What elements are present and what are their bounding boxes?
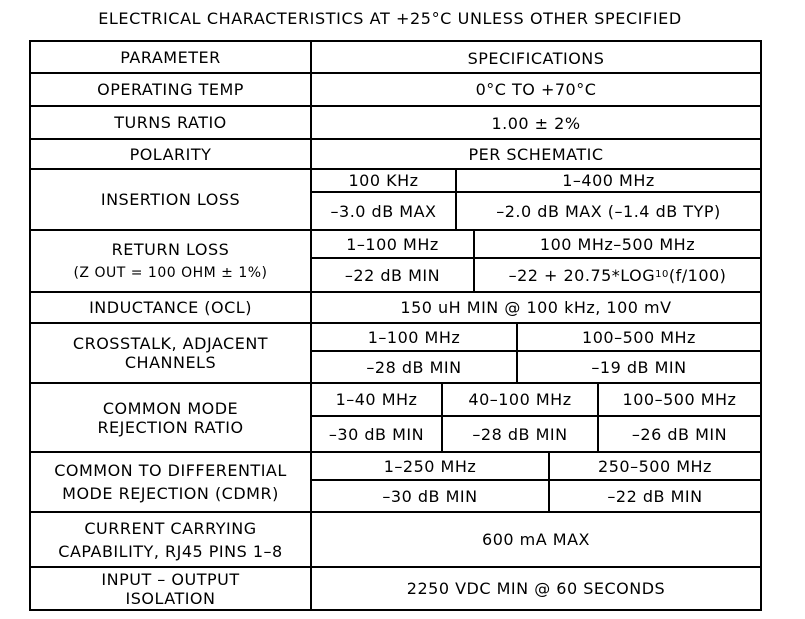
table-border-bottom: [29, 609, 762, 611]
return-loss-freq-1: 1–100 MHz: [346, 234, 439, 254]
return-loss-freq-2: 100 MHz–500 MHz: [539, 234, 696, 254]
return-loss-value-2: –22 + 20.75*LOG 10 (f/100): [508, 265, 727, 285]
param-cdmr: [31, 453, 310, 511]
spec-current-capability: 600 mA MAX: [482, 530, 590, 549]
table-border-right: [760, 40, 762, 611]
param-polarity: POLARITY: [129, 144, 212, 164]
spec-isolation: 2250 VDC MIN @ 60 SECONDS: [406, 579, 666, 598]
param-insertion-loss: INSERTION LOSS: [100, 190, 241, 209]
crosstalk-value-1: –28 dB MIN: [366, 357, 462, 377]
spec-operating-temp: 0°C TO +70°C: [475, 80, 597, 99]
crosstalk-label-line-2: CHANNELS: [124, 353, 217, 372]
crosstalk-label-line-1: CROSSTALK, ADJACENT: [72, 334, 269, 353]
cdmr-label-line-1: COMMON TO DIFFERENTIAL: [54, 461, 287, 480]
param-operating-temp: OPERATING TEMP: [97, 80, 244, 99]
param-crosstalk: [31, 324, 310, 382]
param-return-loss: [31, 231, 310, 291]
cdmr-freq-1: 1–250 MHz: [383, 456, 477, 476]
param-current-capability: [31, 513, 310, 566]
cmrr-value-2: –28 dB MIN: [472, 424, 568, 444]
cmrr-freq-2: 40–100 MHz: [468, 390, 572, 409]
cmrr-freq-1: 1–40 MHz: [335, 390, 418, 409]
insertion-loss-freq-2: 1–400 MHz: [562, 171, 655, 190]
param-isolation: [31, 568, 310, 609]
cmrr-label-line-1: COMMON MODE: [102, 398, 239, 418]
insertion-loss-value-2: –2.0 dB MAX (–1.4 dB TYP): [496, 201, 721, 221]
table-title: ELECTRICAL CHARACTERISTICS AT +25°C UNLESS OTHER SPECIFIED: [98, 9, 682, 28]
header-specifications: SPECIFICATIONS: [467, 48, 605, 68]
spec-inductance: 150 uH MIN @ 100 kHz, 100 mV: [400, 298, 672, 317]
crosstalk-value-2: –19 dB MIN: [591, 357, 687, 377]
crosstalk-freq-2: 100–500 MHz: [582, 327, 696, 347]
cdmr-value-1: –30 dB MIN: [382, 486, 478, 506]
isolation-label-line-1: INPUT – OUTPUT: [101, 569, 240, 589]
header-parameter: PARAMETER: [120, 47, 221, 67]
spec-turns-ratio: 1.00 ± 2%: [491, 114, 581, 133]
cmrr-label-line-2: REJECTION RATIO: [97, 417, 244, 437]
cdmr-freq-2: 250–500 MHz: [598, 456, 712, 476]
return-loss-formula-arg: (f/100): [668, 265, 727, 285]
cmrr-value-3: –26 dB MIN: [631, 424, 728, 444]
cdmr-label-line-2: MODE REJECTION (CDMR): [62, 484, 279, 503]
insertion-loss-value-1: –3.0 dB MAX: [330, 201, 437, 221]
return-loss-condition: (Z OUT = 100 OHM ± 1%): [73, 264, 268, 281]
insertion-loss-freq-1: 100 KHz: [348, 171, 419, 190]
current-label-line-2: CAPABILITY, RJ45 PINS 1–8: [58, 541, 283, 561]
cdmr-value-2: –22 dB MIN: [607, 486, 703, 506]
return-loss-value-1: –22 dB MIN: [344, 265, 441, 285]
return-loss-label: RETURN LOSS: [111, 239, 230, 259]
crosstalk-freq-1: 1–100 MHz: [367, 327, 461, 347]
param-turns-ratio: TURNS RATIO: [114, 113, 227, 132]
param-cmrr: [31, 384, 310, 451]
isolation-label-line-2: ISOLATION: [125, 588, 216, 608]
cmrr-freq-3: 100–500 MHz: [622, 390, 737, 409]
return-loss-formula: –22 + 20.75*LOG: [508, 265, 656, 285]
spec-polarity: PER SCHEMATIC: [468, 144, 604, 164]
param-inductance: INDUCTANCE (OCL): [89, 298, 252, 317]
cmrr-value-1: –30 dB MIN: [328, 424, 425, 444]
current-label-line-1: CURRENT CARRYING: [84, 518, 257, 538]
